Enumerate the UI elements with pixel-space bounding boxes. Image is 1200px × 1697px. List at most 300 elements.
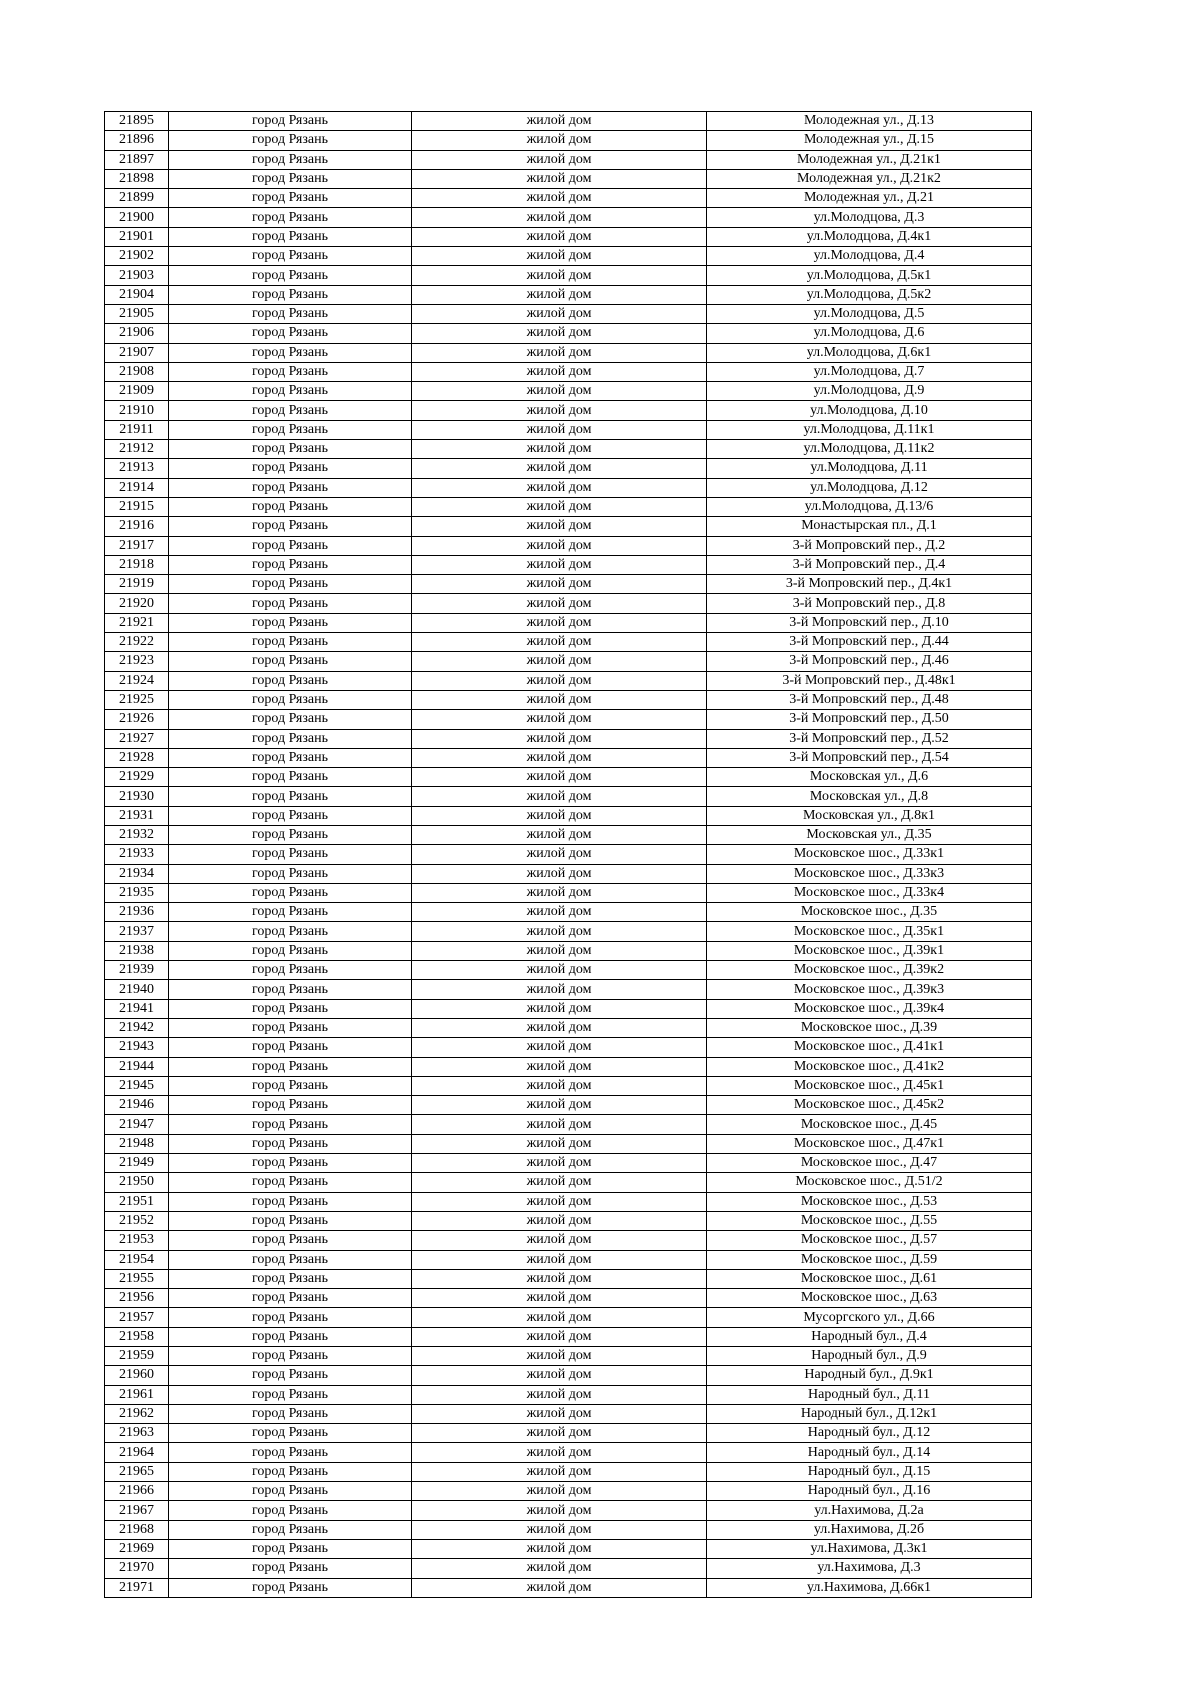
record-number-cell: 21927 [105,729,169,748]
record-number-cell: 21901 [105,227,169,246]
address-cell: Народный бул., Д.11 [707,1385,1032,1404]
table-row [105,1404,1032,1423]
table-row [105,536,1032,555]
address-cell: Молодежная ул., Д.15 [707,131,1032,150]
city-cell: город Рязань [169,382,412,401]
address-cell: Московская ул., Д.8 [707,787,1032,806]
city-cell: город Рязань [169,633,412,652]
address-cell: Монастырская пл., Д.1 [707,517,1032,536]
building-type-cell: жилой дом [412,922,707,941]
city-cell: город Рязань [169,1559,412,1578]
record-number-cell: 21939 [105,961,169,980]
table-row [105,401,1032,420]
city-cell: город Рязань [169,266,412,285]
table-row [105,459,1032,478]
building-type-cell: жилой дом [412,1018,707,1037]
record-number-cell: 21964 [105,1443,169,1462]
city-cell: город Рязань [169,1366,412,1385]
address-cell: Московское шос., Д.39к1 [707,941,1032,960]
address-cell: ул.Нахимова, Д.2а [707,1501,1032,1520]
building-type-cell: жилой дом [412,1327,707,1346]
table-row [105,594,1032,613]
record-number-cell: 21918 [105,555,169,574]
record-number-cell: 21931 [105,806,169,825]
city-cell: город Рязань [169,1482,412,1501]
city-cell: город Рязань [169,1404,412,1423]
city-cell: город Рязань [169,613,412,632]
table-row [105,575,1032,594]
address-cell: Московское шос., Д.33к3 [707,864,1032,883]
registry-table-body [105,112,1032,1598]
record-number-cell: 21913 [105,459,169,478]
city-cell: город Рязань [169,536,412,555]
table-row [105,343,1032,362]
table-row [105,1096,1032,1115]
address-cell: ул.Молодцова, Д.7 [707,362,1032,381]
building-type-cell: жилой дом [412,324,707,343]
building-type-cell: жилой дом [412,420,707,439]
address-cell: 3-й Мопровский пер., Д.4к1 [707,575,1032,594]
building-type-cell: жилой дом [412,1057,707,1076]
building-type-cell: жилой дом [412,517,707,536]
record-number-cell: 21899 [105,189,169,208]
building-type-cell: жилой дом [412,690,707,709]
city-cell: город Рязань [169,1211,412,1230]
address-cell: Московское шос., Д.45 [707,1115,1032,1134]
record-number-cell: 21926 [105,710,169,729]
city-cell: город Рязань [169,440,412,459]
building-type-cell: жилой дом [412,980,707,999]
table-row [105,671,1032,690]
table-row [105,1578,1032,1597]
table-row [105,1173,1032,1192]
table-row [105,1327,1032,1346]
table-row [105,1115,1032,1134]
city-cell: город Рязань [169,961,412,980]
record-number-cell: 21970 [105,1559,169,1578]
address-cell: ул.Молодцова, Д.4 [707,247,1032,266]
record-number-cell: 21917 [105,536,169,555]
table-row [105,1308,1032,1327]
building-type-cell: жилой дом [412,1308,707,1327]
record-number-cell: 21909 [105,382,169,401]
city-cell: город Рязань [169,1173,412,1192]
table-row [105,478,1032,497]
address-cell: Молодежная ул., Д.21к1 [707,150,1032,169]
building-type-cell: жилой дом [412,941,707,960]
table-row [105,633,1032,652]
building-type-cell: жилой дом [412,555,707,574]
city-cell: город Рязань [169,845,412,864]
record-number-cell: 21971 [105,1578,169,1597]
record-number-cell: 21930 [105,787,169,806]
building-type-cell: жилой дом [412,1154,707,1173]
record-number-cell: 21903 [105,266,169,285]
city-cell: город Рязань [169,787,412,806]
city-cell: город Рязань [169,112,412,131]
city-cell: город Рязань [169,1134,412,1153]
address-cell: ул.Нахимова, Д.3 [707,1559,1032,1578]
record-number-cell: 21953 [105,1231,169,1250]
building-type-cell: жилой дом [412,1539,707,1558]
city-cell: город Рязань [169,1385,412,1404]
city-cell: город Рязань [169,1347,412,1366]
record-number-cell: 21900 [105,208,169,227]
address-cell: ул.Молодцова, Д.12 [707,478,1032,497]
building-type-cell: жилой дом [412,1115,707,1134]
city-cell: город Рязань [169,1038,412,1057]
building-type-cell: жилой дом [412,1289,707,1308]
record-number-cell: 21922 [105,633,169,652]
table-row [105,440,1032,459]
record-number-cell: 21943 [105,1038,169,1057]
record-number-cell: 21898 [105,169,169,188]
building-type-cell: жилой дом [412,1211,707,1230]
table-row [105,497,1032,516]
city-cell: город Рязань [169,478,412,497]
table-row [105,729,1032,748]
building-type-cell: жилой дом [412,150,707,169]
city-cell: город Рязань [169,980,412,999]
city-cell: город Рязань [169,1154,412,1173]
city-cell: город Рязань [169,710,412,729]
city-cell: город Рязань [169,1096,412,1115]
table-row [105,1231,1032,1250]
record-number-cell: 21951 [105,1192,169,1211]
building-type-cell: жилой дом [412,999,707,1018]
building-type-cell: жилой дом [412,652,707,671]
record-number-cell: 21933 [105,845,169,864]
table-row [105,189,1032,208]
address-cell: ул.Молодцова, Д.10 [707,401,1032,420]
table-row [105,420,1032,439]
address-cell: Московское шос., Д.45к2 [707,1096,1032,1115]
building-type-cell: жилой дом [412,729,707,748]
city-cell: город Рязань [169,1520,412,1539]
building-type-cell: жилой дом [412,845,707,864]
city-cell: город Рязань [169,1269,412,1288]
address-cell: Молодежная ул., Д.13 [707,112,1032,131]
city-cell: город Рязань [169,1192,412,1211]
table-row [105,1501,1032,1520]
city-cell: город Рязань [169,864,412,883]
table-row [105,1366,1032,1385]
building-type-cell: жилой дом [412,112,707,131]
address-cell: 3-й Мопровский пер., Д.10 [707,613,1032,632]
address-cell: Народный бул., Д.14 [707,1443,1032,1462]
table-row [105,1038,1032,1057]
city-cell: город Рязань [169,729,412,748]
building-type-cell: жилой дом [412,883,707,902]
building-type-cell: жилой дом [412,787,707,806]
building-type-cell: жилой дом [412,1520,707,1539]
table-row [105,787,1032,806]
address-cell: 3-й Мопровский пер., Д.50 [707,710,1032,729]
record-number-cell: 21934 [105,864,169,883]
table-row [105,1443,1032,1462]
city-cell: город Рязань [169,1578,412,1597]
city-cell: город Рязань [169,247,412,266]
address-cell: Московское шос., Д.39к3 [707,980,1032,999]
address-cell: Молодежная ул., Д.21 [707,189,1032,208]
building-type-cell: жилой дом [412,1076,707,1095]
building-type-cell: жилой дом [412,1366,707,1385]
city-cell: город Рязань [169,903,412,922]
city-cell: город Рязань [169,1443,412,1462]
city-cell: город Рязань [169,324,412,343]
record-number-cell: 21897 [105,150,169,169]
city-cell: город Рязань [169,131,412,150]
table-row [105,1192,1032,1211]
record-number-cell: 21906 [105,324,169,343]
address-cell: ул.Нахимова, Д.66к1 [707,1578,1032,1597]
table-row [105,1057,1032,1076]
city-cell: город Рязань [169,594,412,613]
table-row [105,768,1032,787]
address-cell: Московское шос., Д.47к1 [707,1134,1032,1153]
table-row [105,922,1032,941]
table-row [105,1462,1032,1481]
address-cell: Московское шос., Д.51/2 [707,1173,1032,1192]
record-number-cell: 21928 [105,748,169,767]
address-cell: Московское шос., Д.41к1 [707,1038,1032,1057]
record-number-cell: 21945 [105,1076,169,1095]
building-type-cell: жилой дом [412,825,707,844]
record-number-cell: 21895 [105,112,169,131]
table-row [105,304,1032,323]
building-type-cell: жилой дом [412,169,707,188]
address-cell: Мусоргского ул., Д.66 [707,1308,1032,1327]
city-cell: город Рязань [169,208,412,227]
building-type-cell: жилой дом [412,633,707,652]
record-number-cell: 21910 [105,401,169,420]
table-row [105,1269,1032,1288]
building-type-cell: жилой дом [412,1038,707,1057]
record-number-cell: 21929 [105,768,169,787]
table-row [105,1289,1032,1308]
building-type-cell: жилой дом [412,1347,707,1366]
city-cell: город Рязань [169,575,412,594]
address-cell: 3-й Мопровский пер., Д.48к1 [707,671,1032,690]
city-cell: город Рязань [169,1115,412,1134]
record-number-cell: 21921 [105,613,169,632]
table-row [105,903,1032,922]
building-type-cell: жилой дом [412,304,707,323]
address-cell: ул.Молодцова, Д.3 [707,208,1032,227]
table-row [105,1385,1032,1404]
table-row [105,169,1032,188]
address-cell: Московское шос., Д.55 [707,1211,1032,1230]
building-type-cell: жилой дом [412,343,707,362]
address-cell: Московская ул., Д.35 [707,825,1032,844]
table-row [105,227,1032,246]
building-type-cell: жилой дом [412,285,707,304]
building-type-cell: жилой дом [412,266,707,285]
city-cell: город Рязань [169,768,412,787]
building-type-cell: жилой дом [412,382,707,401]
table-row [105,112,1032,131]
city-cell: город Рязань [169,1289,412,1308]
record-number-cell: 21955 [105,1269,169,1288]
address-cell: ул.Молодцова, Д.5к2 [707,285,1032,304]
building-type-cell: жилой дом [412,1134,707,1153]
city-cell: город Рязань [169,1462,412,1481]
city-cell: город Рязань [169,517,412,536]
city-cell: город Рязань [169,825,412,844]
city-cell: город Рязань [169,671,412,690]
city-cell: город Рязань [169,1308,412,1327]
table-row [105,710,1032,729]
table-row [105,324,1032,343]
record-number-cell: 21952 [105,1211,169,1230]
city-cell: город Рязань [169,362,412,381]
record-number-cell: 21915 [105,497,169,516]
table-row [105,247,1032,266]
table-row [105,864,1032,883]
address-cell: ул.Молодцова, Д.9 [707,382,1032,401]
building-type-cell: жилой дом [412,401,707,420]
address-cell: 3-й Мопровский пер., Д.2 [707,536,1032,555]
record-number-cell: 21962 [105,1404,169,1423]
building-type-cell: жилой дом [412,1501,707,1520]
building-type-cell: жилой дом [412,497,707,516]
record-number-cell: 21960 [105,1366,169,1385]
city-cell: город Рязань [169,169,412,188]
record-number-cell: 21904 [105,285,169,304]
city-cell: город Рязань [169,304,412,323]
table-row [105,1076,1032,1095]
record-number-cell: 21905 [105,304,169,323]
building-type-cell: жилой дом [412,189,707,208]
record-number-cell: 21937 [105,922,169,941]
building-type-cell: жилой дом [412,440,707,459]
record-number-cell: 21907 [105,343,169,362]
city-cell: город Рязань [169,1231,412,1250]
address-cell: ул.Молодцова, Д.11к2 [707,440,1032,459]
address-cell: 3-й Мопровский пер., Д.46 [707,652,1032,671]
table-row [105,883,1032,902]
address-cell: Народный бул., Д.12к1 [707,1404,1032,1423]
record-number-cell: 21902 [105,247,169,266]
building-type-cell: жилой дом [412,806,707,825]
building-type-cell: жилой дом [412,1385,707,1404]
building-type-cell: жилой дом [412,1250,707,1269]
table-row [105,999,1032,1018]
building-type-cell: жилой дом [412,1173,707,1192]
building-type-cell: жилой дом [412,1578,707,1597]
address-cell: Московская ул., Д.6 [707,768,1032,787]
city-cell: город Рязань [169,1076,412,1095]
city-cell: город Рязань [169,806,412,825]
record-number-cell: 21954 [105,1250,169,1269]
table-row [105,1520,1032,1539]
city-cell: город Рязань [169,343,412,362]
address-cell: 3-й Мопровский пер., Д.52 [707,729,1032,748]
record-number-cell: 21958 [105,1327,169,1346]
address-cell: ул.Молодцова, Д.6 [707,324,1032,343]
city-cell: город Рязань [169,999,412,1018]
address-cell: Московское шос., Д.47 [707,1154,1032,1173]
record-number-cell: 21961 [105,1385,169,1404]
city-cell: город Рязань [169,189,412,208]
city-cell: город Рязань [169,1327,412,1346]
table-row [105,131,1032,150]
record-number-cell: 21920 [105,594,169,613]
record-number-cell: 21923 [105,652,169,671]
building-type-cell: жилой дом [412,1096,707,1115]
table-row [105,980,1032,999]
record-number-cell: 21957 [105,1308,169,1327]
record-number-cell: 21912 [105,440,169,459]
record-number-cell: 21925 [105,690,169,709]
housing-registry-table [104,111,1032,1598]
building-type-cell: жилой дом [412,1231,707,1250]
table-row [105,961,1032,980]
table-row [105,1559,1032,1578]
record-number-cell: 21944 [105,1057,169,1076]
table-row [105,362,1032,381]
table-row [105,1539,1032,1558]
address-cell: Народный бул., Д.9 [707,1347,1032,1366]
address-cell: ул.Молодцова, Д.5 [707,304,1032,323]
address-cell: Московское шос., Д.33к4 [707,883,1032,902]
address-cell: Молодежная ул., Д.21к2 [707,169,1032,188]
building-type-cell: жилой дом [412,208,707,227]
building-type-cell: жилой дом [412,1482,707,1501]
address-cell: Московская ул., Д.8к1 [707,806,1032,825]
address-cell: ул.Нахимова, Д.3к1 [707,1539,1032,1558]
city-cell: город Рязань [169,497,412,516]
address-cell: Московское шос., Д.39 [707,1018,1032,1037]
city-cell: город Рязань [169,1501,412,1520]
record-number-cell: 21941 [105,999,169,1018]
record-number-cell: 21935 [105,883,169,902]
address-cell: Московское шос., Д.59 [707,1250,1032,1269]
city-cell: город Рязань [169,459,412,478]
table-row [105,1424,1032,1443]
record-number-cell: 21948 [105,1134,169,1153]
table-row [105,517,1032,536]
record-number-cell: 21908 [105,362,169,381]
address-cell: Московское шос., Д.35к1 [707,922,1032,941]
record-number-cell: 21919 [105,575,169,594]
address-cell: ул.Молодцова, Д.13/6 [707,497,1032,516]
address-cell: 3-й Мопровский пер., Д.4 [707,555,1032,574]
table-row [105,150,1032,169]
address-cell: Московское шос., Д.39к2 [707,961,1032,980]
table-row [105,748,1032,767]
record-number-cell: 21942 [105,1018,169,1037]
address-cell: Московское шос., Д.63 [707,1289,1032,1308]
table-row [105,382,1032,401]
address-cell: Московское шос., Д.41к2 [707,1057,1032,1076]
table-row [105,1250,1032,1269]
city-cell: город Рязань [169,941,412,960]
city-cell: город Рязань [169,922,412,941]
record-number-cell: 21911 [105,420,169,439]
table-row [105,1482,1032,1501]
address-cell: ул.Молодцова, Д.11 [707,459,1032,478]
address-cell: Московское шос., Д.39к4 [707,999,1032,1018]
city-cell: город Рязань [169,690,412,709]
building-type-cell: жилой дом [412,1269,707,1288]
building-type-cell: жилой дом [412,613,707,632]
table-row [105,1347,1032,1366]
city-cell: город Рязань [169,1250,412,1269]
record-number-cell: 21967 [105,1501,169,1520]
city-cell: город Рязань [169,555,412,574]
record-number-cell: 21956 [105,1289,169,1308]
